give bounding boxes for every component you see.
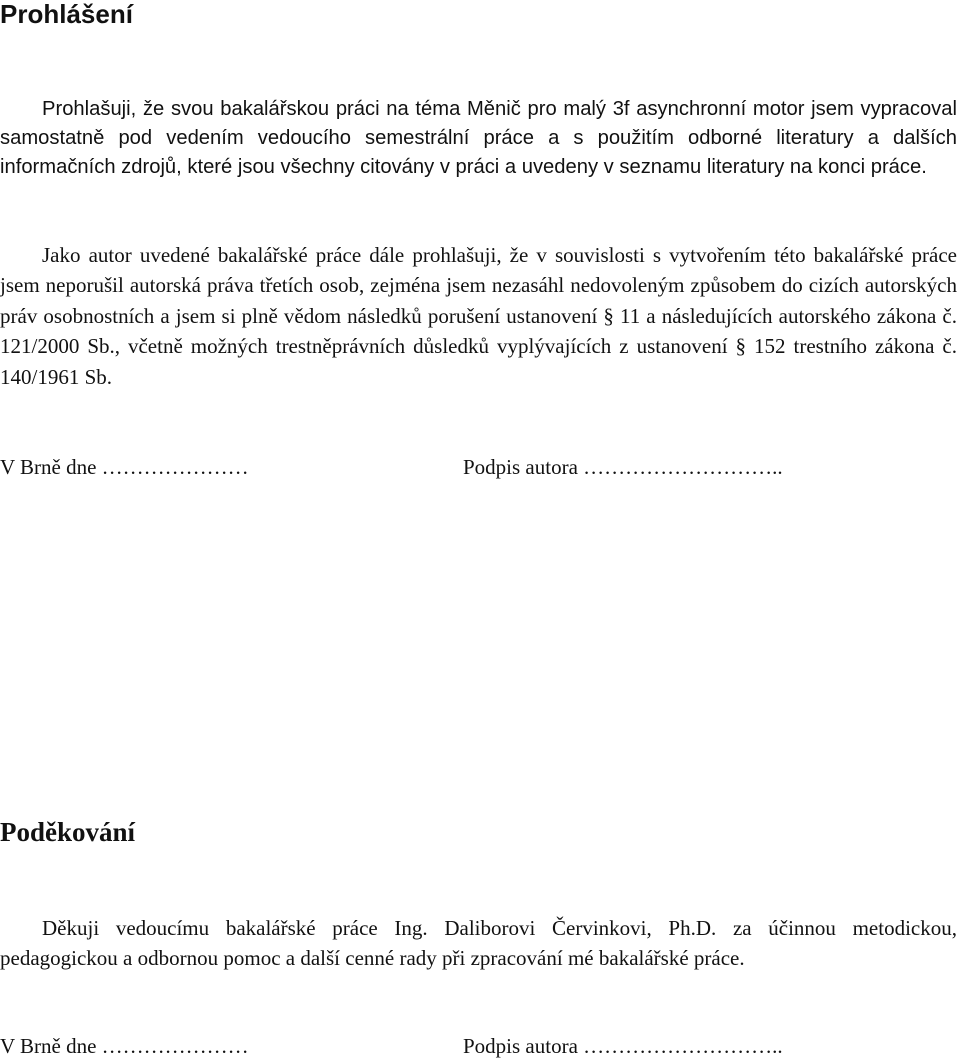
declaration-signature-line	[0, 452, 960, 482]
author-signature-field: Podpis autora ………………………..	[463, 455, 783, 479]
acknowledgement-paragraph: Děkuji vedoucímu bakalářské práce Ing. Daliborovi Červinkovi, Ph.D. za účinnou metodickou, pedagogickou a odbornou pomoc a další cenné rady při zpracování mé bakalářské práce.	[0, 916, 957, 971]
author-signature-field: Podpis autora ………………………..	[463, 1034, 783, 1058]
declaration-paragraph-2: Jako autor uvedené bakalářské práce dále prohlašuji, že v souvislosti s vytvořením této bakalářské práce jsem neporušil autorská práva třetích osob, zejména jsem nezasáhl nedovoleným způsobem do cizích autorských práv osobnostních a jsem si plně vědom následků porušení ustanovení § 11 a následujících autorského zákona č. 121/2000 Sb., včetně možných trestněprávních důsledků vyplývajících z ustanovení § 152 trestního zákona č. 140/1961 Sb.	[0, 243, 957, 389]
acknowledgement-signature-line	[0, 1031, 960, 1061]
declaration-paragraph-1: Prohlašuji, že svou bakalářskou práci na téma Měnič pro malý 3f asynchronní motor jsem vypracoval samostatně pod vedením vedoucího semestrální práce a s použitím odborné literatury a dalších informačních zdrojů, které jsou všechny citovány v práci a uvedeny v seznamu literatury na konci práce.	[0, 98, 957, 179]
acknowledgement-heading: Poděkování	[0, 817, 136, 847]
place-date-field: V Brně dne …………………	[0, 455, 249, 479]
place-date-field: V Brně dne …………………	[0, 1034, 249, 1058]
declaration-heading: Prohlášení	[0, 0, 133, 29]
